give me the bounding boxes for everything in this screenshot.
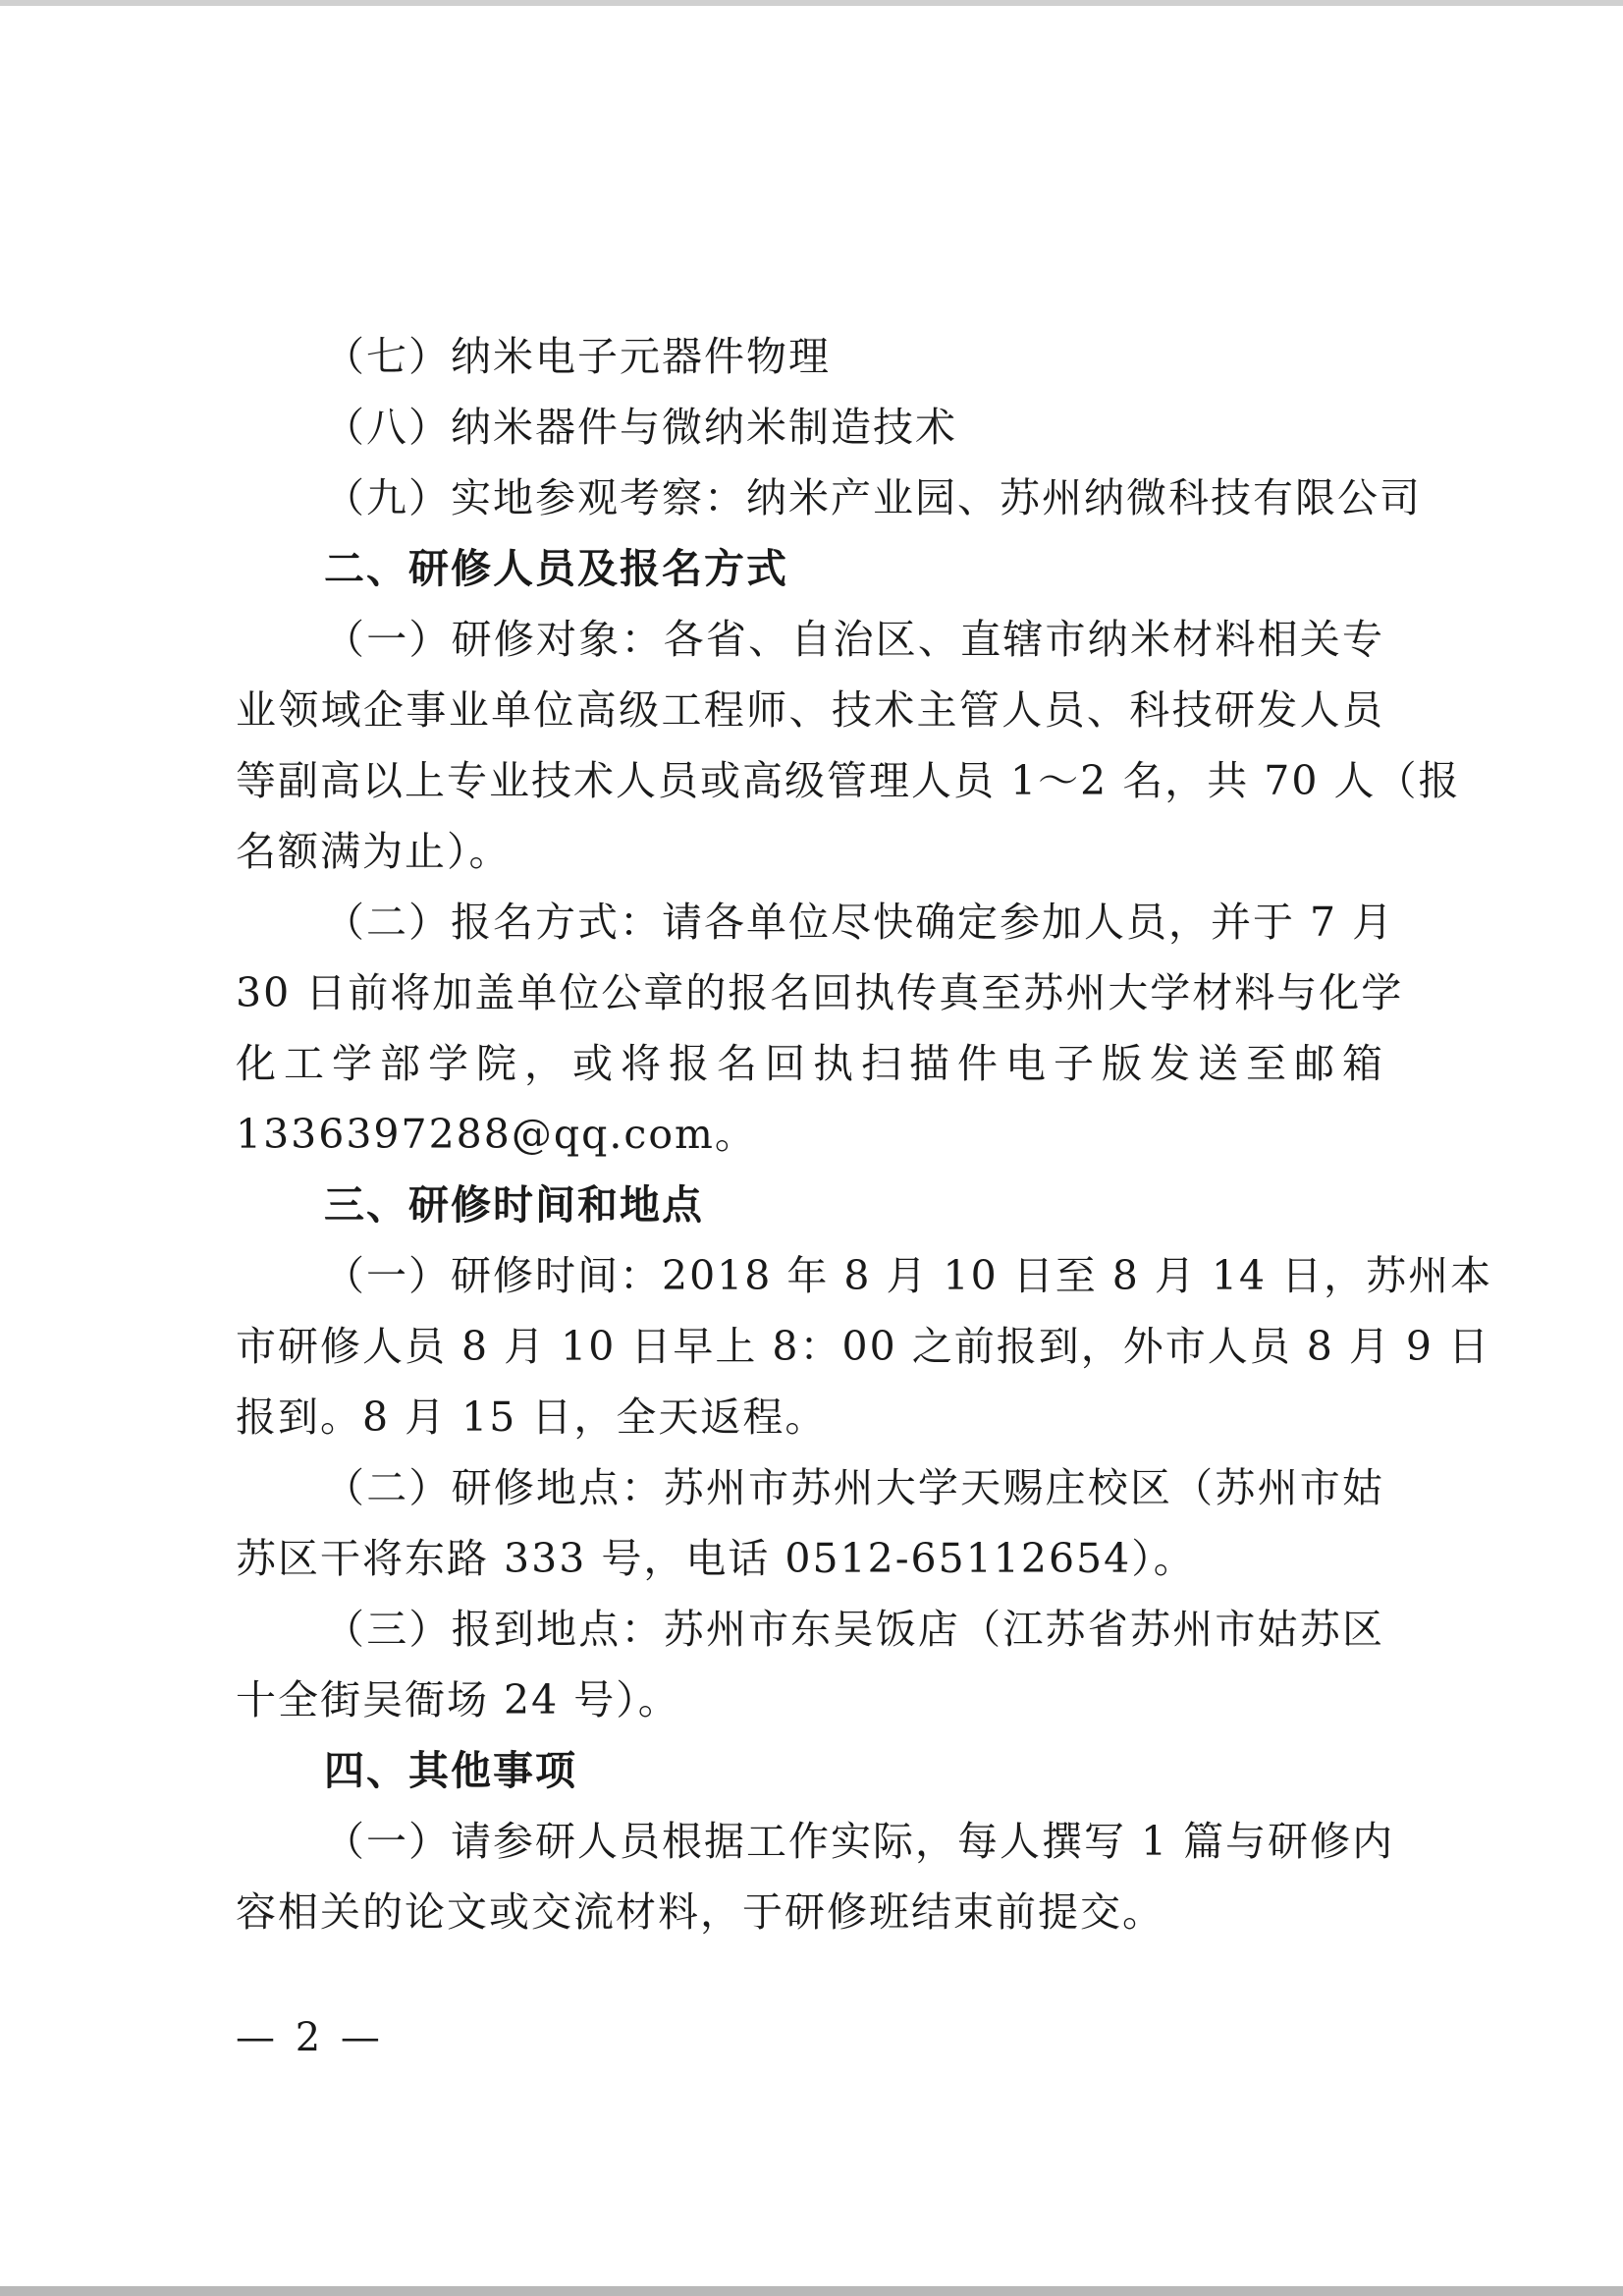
scan-edge-bottom	[0, 2286, 1623, 2296]
list-item-7: （七）纳米电子元器件物理	[324, 333, 831, 380]
paragraph-line: 等副高以上专业技术人员或高级管理人员 1～2 名，共 70 人（报	[236, 757, 1461, 804]
paragraph-line: 容相关的论文或交流材料，于研修班结束前提交。	[236, 1888, 1164, 1936]
paragraph-line: 30 日前将加盖单位公章的报名回执传真至苏州大学材料与化学	[236, 969, 1404, 1016]
paragraph-line: 市研修人员 8 月 10 日早上 8：00 之前报到，外市人员 8 月 9 日	[236, 1323, 1491, 1370]
section-heading-2: 二、研修人员及报名方式	[324, 545, 788, 592]
scan-edge-top	[0, 0, 1623, 6]
paragraph-line: 化工学部学院，或将报名回执扫描件电子版发送至邮箱	[236, 1040, 1384, 1087]
page-number: — 2 —	[236, 2015, 384, 2060]
paragraph-line: （一）请参研人员根据工作实际，每人撰写 1 篇与研修内	[324, 1818, 1395, 1865]
paragraph-line: （三）报到地点：苏州市东吴饭店（江苏省苏州市姑苏区	[324, 1606, 1384, 1653]
paragraph-line: 报到。8 月 15 日，全天返程。	[236, 1394, 828, 1441]
paragraph-line: 名额满为止）。	[236, 828, 512, 875]
email-address: 1336397288@qq.com。	[236, 1111, 757, 1158]
list-item-9: （九）实地参观考察：纳米产业园、苏州纳微科技有限公司	[324, 474, 1422, 521]
section-heading-4: 四、其他事项	[324, 1747, 577, 1794]
paragraph-line: （二）研修地点：苏州市苏州大学天赐庄校区（苏州市姑	[324, 1464, 1384, 1511]
paragraph-line: （一）研修时间：2018 年 8 月 10 日至 8 月 14 日，苏州本	[324, 1252, 1493, 1299]
paragraph-line: （二）报名方式：请各单位尽快确定参加人员，并于 7 月	[324, 899, 1395, 946]
section-heading-3: 三、研修时间和地点	[324, 1181, 704, 1229]
paragraph-line: 苏区干将东路 333 号，电话 0512-65112654）。	[236, 1535, 1196, 1582]
paragraph-line: 十全街吴衙场 24 号）。	[236, 1676, 680, 1723]
paragraph-line: 业领域企事业单位高级工程师、技术主管人员、科技研发人员	[236, 686, 1384, 734]
paragraph-line: （一）研修对象：各省、自治区、直辖市纳米材料相关专	[324, 616, 1384, 663]
list-item-8: （八）纳米器件与微纳米制造技术	[324, 404, 957, 451]
